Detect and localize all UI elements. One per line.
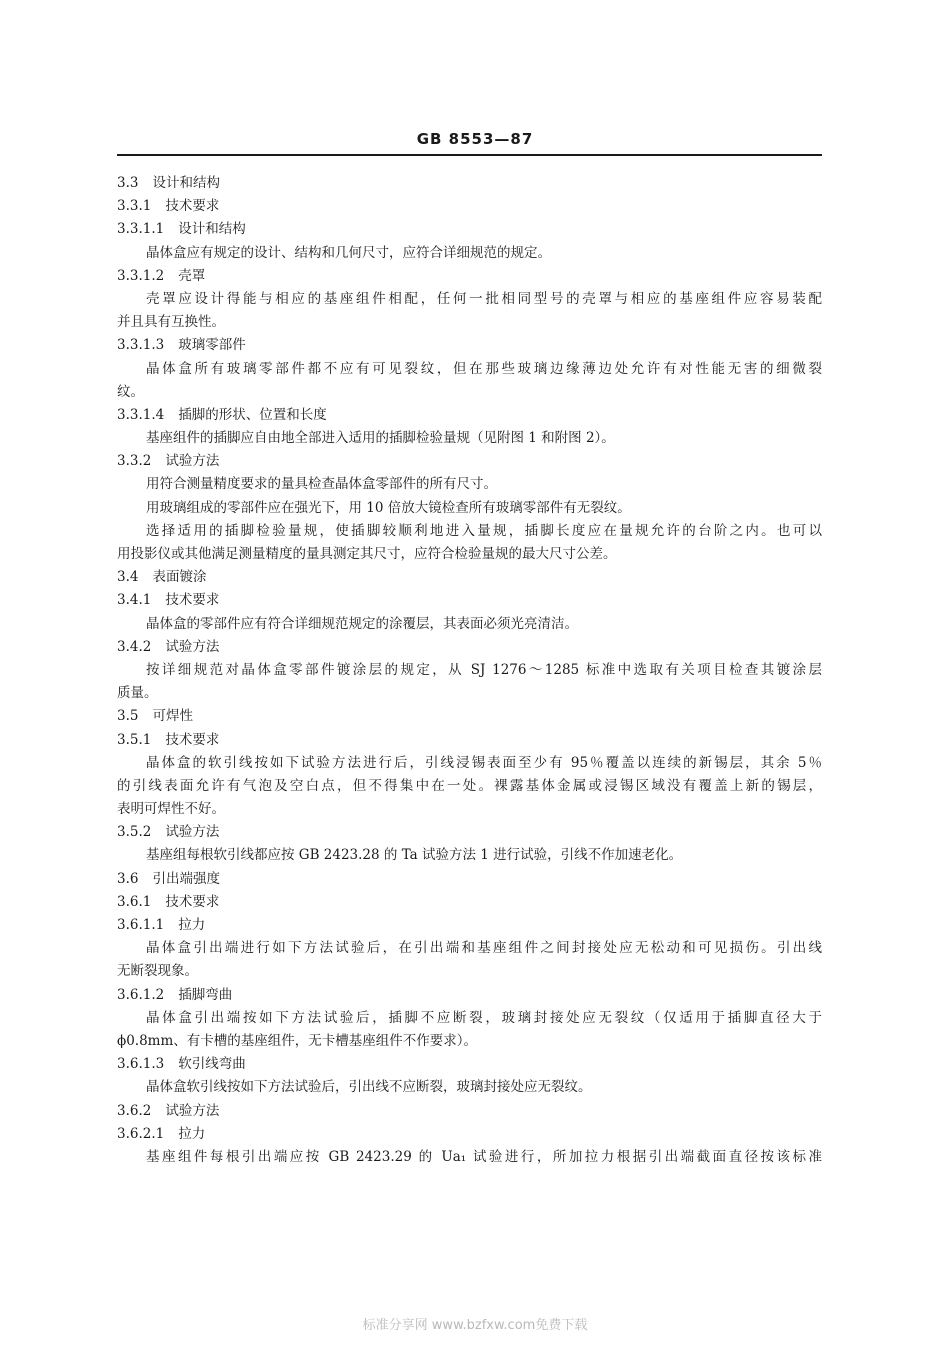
section-heading [117,1053,822,1076]
paragraph-line: 纹。 [117,383,144,400]
document-body [117,172,822,1169]
section-title: 技术要求 [165,592,220,609]
section-heading [117,172,822,195]
paragraph-line: 晶体盒应有规定的设计、结构和几何尺寸，应符合详细规范的规定。 [146,244,551,261]
paragraph-line: 按详细规范对晶体盒零部件镀涂层的规定，从 SJ 1276～1285 标准中选取有关项目检查其镀涂层 [146,661,822,678]
section-title: 玻璃零部件 [178,337,246,354]
section-title: 试验方法 [165,453,220,470]
section-title: 试验方法 [165,1102,220,1119]
section-number: 3.6.1.3 [117,1056,165,1073]
paragraph-line: 晶体盒所有玻璃零部件都不应有可见裂纹，但在那些玻璃边缘薄边处允许有对性能无害的细微裂 [146,360,822,377]
paragraph-line: ϕ0.8mm、有卡槽的基座组件，无卡槽基座组件不作要求）。 [117,1032,478,1049]
section-title: 表面镀涂 [152,569,207,586]
section-heading [117,450,822,473]
section-heading [117,334,822,357]
section-title: 设计和结构 [152,175,220,191]
section-heading [117,891,822,914]
paragraph-line: 质量。 [117,685,158,702]
paragraph-line: 基座组件每根引出端应按 GB 2423.29 的 Ua₁ 试验进行，所加拉力根据引出端截面直径按该标准 [146,1148,822,1165]
paragraph-line: 基座组件的插脚应自由地全部进入适用的插脚检验量规（见附图 1 和附图 2）。 [146,430,615,447]
section-title: 引出端强度 [152,870,220,887]
watermark-footer: 标准分享网 www.bzfxw.com免费下载 [362,1318,588,1333]
paragraph-line: 并且具有互换性。 [117,314,225,331]
paragraph-line: 表明可焊性不好。 [117,801,225,818]
section-number: 3.6 [117,870,139,887]
section-number: 3.6.2 [117,1102,152,1119]
section-title: 壳罩 [178,267,206,284]
paragraph-line: 基座组每根软引线都应按 GB 2423.28 的 Ta 试验方法 1 进行试验，引线不作加速老化。 [146,847,683,864]
section-title: 技术要求 [165,731,220,748]
section-title: 试验方法 [165,824,220,841]
section-number: 3.5.2 [117,824,152,841]
section-number: 3.6.1.1 [117,917,165,933]
section-heading [117,705,822,728]
section-number: 3.4.2 [117,638,152,655]
document-number-header: GB 8553—87 [416,130,534,148]
section-number: 3.5 [117,708,139,725]
section-number: 3.3.2 [117,453,152,470]
section-number: 3.4.1 [117,592,152,609]
paragraph-line: 用玻璃组成的零部件应在强光下，用 10 倍放大镜检查所有玻璃零部件有无裂纹。 [146,499,631,516]
paragraph-line: 晶体盒软引线按如下方法试验后，引出线不应断裂，玻璃封接处应无裂纹。 [146,1079,592,1096]
header-rule [117,154,822,156]
section-title: 插脚的形状、位置和长度 [178,406,327,423]
section-number: 3.3.1.1 [117,221,165,238]
paragraph-line: 晶体盒引出端进行如下方法试验后，在引出端和基座组件之间封接处应无松动和可见损伤。引出线 [146,940,822,957]
section-heading [117,566,822,589]
section-title: 可焊性 [152,708,193,725]
section-number: 3.6.2.1 [117,1125,165,1142]
section-title: 技术要求 [165,893,220,910]
section-number: 3.3 [117,175,139,191]
section-heading [117,218,822,241]
section-title: 拉力 [178,1125,206,1142]
paragraph-line: 选择适用的插脚检验量规，使插脚较顺利地进入量规，插脚长度应在量规允许的台阶之内。也可以 [146,522,822,539]
paragraph-line: 用投影仪或其他满足测量精度的量具测定其尺寸，应符合检验量规的最大尺寸公差。 [117,546,617,562]
section-heading [117,1100,822,1123]
section-number: 3.4 [117,569,139,586]
section-number: 3.5.1 [117,731,152,748]
section-heading [117,589,822,612]
section-heading [117,1123,822,1146]
section-heading [117,914,822,937]
section-title: 设计和结构 [178,221,246,238]
paragraph-line: 的引线表面允许有气泡及空白点，但不得集中在一处。裸露基体金属或浸锡区域没有覆盖上新的锡层， [117,777,822,794]
section-number: 3.6.1 [117,893,152,910]
section-heading [117,265,822,288]
section-heading [117,729,822,752]
section-heading [117,868,822,891]
section-heading [117,636,822,659]
paragraph-line: 无断裂现象。 [117,963,198,980]
paragraph-line: 晶体盒的软引线按如下试验方法进行后，引线浸锡表面至少有 95％覆盖以连续的新锡层，其余 5％ [146,754,822,771]
section-number: 3.3.1.3 [117,337,165,354]
section-heading [117,821,822,844]
section-title: 软引线弯曲 [178,1056,246,1073]
paragraph-line: 用符合测量精度要求的量具检查晶体盒零部件的所有尺寸。 [146,476,497,493]
paragraph-line: 晶体盒的零部件应有符合详细规范规定的涂覆层，其表面必须光亮清洁。 [146,615,578,632]
section-number: 3.6.1.2 [117,986,165,1003]
section-title: 技术要求 [165,198,220,215]
section-number: 3.3.1.4 [117,406,165,423]
section-title: 插脚弯曲 [178,986,233,1003]
paragraph-line: 晶体盒引出端按如下方法试验后，插脚不应断裂，玻璃封接处应无裂纹（仅适用于插脚直径大于 [146,1009,822,1026]
section-title: 拉力 [178,917,206,933]
section-heading [117,984,822,1007]
section-heading [117,404,822,427]
section-heading [117,195,822,218]
section-number: 3.3.1 [117,198,152,215]
paragraph-line: 壳罩应设计得能与相应的基座组件相配，任何一批相同型号的壳罩与相应的基座组件应容易装配 [146,290,822,307]
section-number: 3.3.1.2 [117,267,165,284]
section-title: 试验方法 [165,638,220,655]
